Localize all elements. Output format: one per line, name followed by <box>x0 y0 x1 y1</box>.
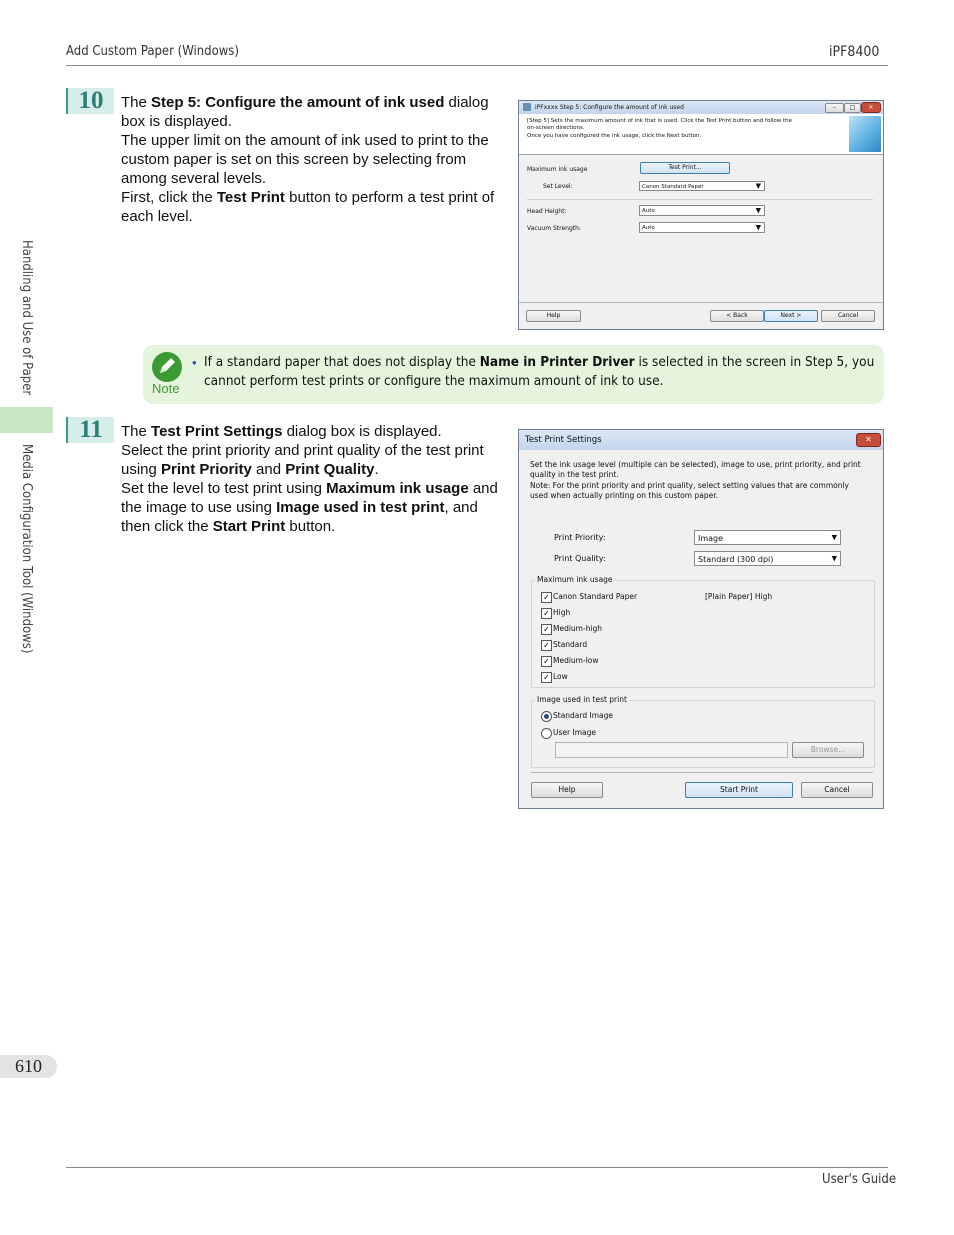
close-button[interactable]: ✕ <box>856 433 881 447</box>
next-button[interactable]: Next > <box>764 310 818 322</box>
head-height-dropdown[interactable]: Auto ▼ <box>639 205 765 216</box>
standard-image-label: Standard Image <box>553 711 613 720</box>
app-icon <box>523 103 531 111</box>
instruction-line-1: [Step 5] Sets the maximum amount of ink that is used. Click the Test Print button and follow the <box>527 118 793 124</box>
level-label-low: Low <box>553 672 568 681</box>
test-print-settings-dialog-screenshot <box>518 429 884 809</box>
sidebar-section: Media Configuration Tool (Windows) <box>19 444 34 654</box>
chevron-down-icon: ▼ <box>755 223 761 231</box>
level-checkbox-medium-low[interactable]: ✓ <box>541 656 552 667</box>
level-label-standard: Standard <box>553 640 588 649</box>
print-priority-label: Print Priority: <box>554 533 606 542</box>
user-image-radio[interactable] <box>541 728 552 739</box>
level-label-high: High <box>553 608 571 617</box>
minimize-button[interactable]: – <box>825 103 844 113</box>
description-line-4: used when actually printing on this custom paper. <box>530 491 718 500</box>
vacuum-label: Vacuum Strength: <box>527 225 581 232</box>
level-note: [Plain Paper] High <box>705 592 773 601</box>
note-pencil-icon <box>152 352 182 382</box>
header-rule <box>66 65 888 66</box>
footer-rule <box>66 1167 888 1168</box>
back-button[interactable]: < Back <box>710 310 764 322</box>
instruction-line-2: on-screen directions. <box>527 125 585 131</box>
level-checkbox-canon-standard[interactable]: ✓ <box>541 592 552 603</box>
set-level-dropdown[interactable]: Canon Standard Paper ▼ <box>639 181 765 191</box>
level-checkbox-standard[interactable]: ✓ <box>541 640 552 651</box>
level-checkbox-medium-high[interactable]: ✓ <box>541 624 552 635</box>
start-print-button[interactable]: Start Print <box>685 782 793 798</box>
test-print-button[interactable]: Test Print... <box>640 162 730 174</box>
image-group-label: Image used in test print <box>537 695 627 704</box>
chevron-down-icon: ▼ <box>755 206 761 214</box>
help-button[interactable]: Help <box>526 310 581 322</box>
user-image-path-input[interactable] <box>555 742 788 758</box>
vacuum-dropdown[interactable]: Auto ▼ <box>639 222 765 233</box>
footer-separator <box>519 302 883 303</box>
note-label: Note <box>152 381 180 396</box>
ink-tanks-graphic <box>849 116 881 152</box>
running-header-model: iPF8400 <box>829 44 880 60</box>
user-image-label: User Image <box>553 728 596 737</box>
level-label-canon-standard: Canon Standard Paper <box>553 592 638 601</box>
level-checkbox-high[interactable]: ✓ <box>541 608 552 619</box>
section-separator <box>527 199 873 200</box>
max-ink-label: Maximum ink usage <box>527 166 588 173</box>
step-11-text: The Test Print Settings dialog box is displayed. Select the print priority and print quality of the test print using Print Priority and Print Quality. Set the level to test print using Maximum ink usage and the image to use using Image used in test print, and then click the Start Print button. <box>121 423 498 535</box>
sidebar-chapter: Handling and Use of Paper <box>19 240 34 396</box>
note-bullet: • <box>192 355 197 370</box>
note-text: If a standard paper that does not display the Name in Printer Driver is selected in the screen in Step 5, you cannot perform test prints or configure the maximum amount of ink to use. <box>204 354 875 389</box>
cancel-button[interactable]: Cancel <box>821 310 875 322</box>
standard-image-radio[interactable] <box>541 711 552 722</box>
cancel-button[interactable]: Cancel <box>801 782 873 798</box>
running-header-section: Add Custom Paper (Windows) <box>66 44 239 59</box>
head-height-label: Head Height: <box>527 208 567 215</box>
chevron-down-icon: ▼ <box>831 533 837 541</box>
print-quality-dropdown[interactable]: Standard (300 dpi) ▼ <box>694 551 841 566</box>
step5-dialog-title: iPFxxxx Step 5: Configure the amount of ink used <box>519 101 883 114</box>
instruction-banner <box>519 114 883 154</box>
step5-dialog-screenshot <box>518 100 884 330</box>
footer-separator <box>531 772 873 773</box>
set-level-label: Set Level: <box>543 183 573 190</box>
description-line-3: Note: For the print priority and print quality, select setting values that are commonly <box>530 481 849 490</box>
page-number: 610 <box>0 1055 57 1078</box>
sidebar-tab-highlight <box>0 407 53 433</box>
level-label-medium-high: Medium-high <box>553 624 603 633</box>
step-10-number: 10 <box>66 88 114 114</box>
chevron-down-icon: ▼ <box>755 182 761 190</box>
level-label-medium-low: Medium-low <box>553 656 599 665</box>
instruction-line-3: Once you have configured the ink usage, click the Next button. <box>527 133 702 139</box>
banner-separator <box>519 154 883 155</box>
level-checkbox-low[interactable]: ✓ <box>541 672 552 683</box>
print-quality-label: Print Quality: <box>554 554 606 563</box>
test-print-dialog-title: Test Print Settings <box>519 430 883 450</box>
max-ink-group-label: Maximum ink usage <box>537 575 613 584</box>
help-button[interactable]: Help <box>531 782 603 798</box>
running-footer-guide: User's Guide <box>822 1172 897 1187</box>
step-10-text: The Step 5: Configure the amount of ink used dialog box is displayed. The upper limit on the amount of ink used to print to the custom paper is set on this screen by selecting from among several levels. First, click the Test Print button to perform a test print of each level. <box>121 94 495 225</box>
chevron-down-icon: ▼ <box>831 554 837 562</box>
step-11-number: 11 <box>66 417 114 443</box>
close-button[interactable]: ✕ <box>861 102 881 113</box>
browse-button[interactable]: Browse... <box>792 742 864 758</box>
maximize-button[interactable]: □ <box>844 103 861 113</box>
description-line-1: Set the ink usage level (multiple can be selected), image to use, print priority, and print <box>530 460 861 469</box>
description-line-2: quality in the test print. <box>530 470 619 479</box>
print-priority-dropdown[interactable]: Image ▼ <box>694 530 841 545</box>
